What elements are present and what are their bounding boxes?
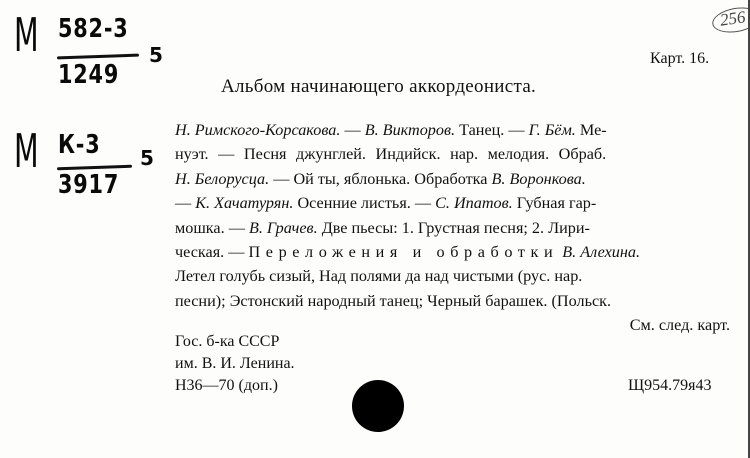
library-dedication: им. В. И. Ленина. xyxy=(175,355,295,372)
library-name: Гос. б-ка СССР xyxy=(175,333,280,350)
body-text: Ме- xyxy=(575,121,607,139)
composer-name: К. Хачатурян. xyxy=(195,194,294,213)
handwritten-underline-1 xyxy=(57,54,139,60)
body-text: Танец. — xyxy=(455,121,529,139)
card-number: Карт. 16. xyxy=(650,50,710,67)
stamp-number: 256 xyxy=(718,7,747,30)
body-line-2: нуэт. — Песня джунглей. Индийск. нар. мелодия. Обраб. xyxy=(175,145,607,164)
handwritten-number-2-bottom: 3917 xyxy=(58,170,120,200)
punch-hole xyxy=(352,380,404,432)
body-text: Осенние листья. — xyxy=(293,194,436,213)
handwritten-number-1-bottom: 1249 xyxy=(58,60,120,90)
card-body xyxy=(175,118,730,338)
library-code: Н36—70 (доп.) xyxy=(175,377,278,394)
body-text: Губная гар- xyxy=(512,194,597,213)
body-line-3 xyxy=(175,167,730,191)
body-line-1 xyxy=(175,118,730,142)
body-line-9: См. след. карт. xyxy=(629,316,730,335)
handwritten-letter-1: М xyxy=(14,8,39,62)
spaced-heading: Переложения и обработки xyxy=(248,242,559,261)
composer-name: В. Алехина. xyxy=(562,242,641,261)
body-text: — Ой ты, яблонька. Обработка xyxy=(269,169,492,188)
body-line-5 xyxy=(175,216,730,240)
body-text: Две пьесы: 1. Грустная песня; 2. Лири- xyxy=(317,218,590,237)
composer-name: Н. Римского-Корсакова. xyxy=(175,121,341,139)
card-title: Альбом начинающего аккордеониста. xyxy=(221,76,537,97)
body-text: — xyxy=(175,194,196,213)
handwritten-letter-2: М xyxy=(14,124,39,178)
body-line-6 xyxy=(175,240,730,264)
body-line-7: Летел голубь сизый, Над полями да над чистыми (рус. нар. xyxy=(175,267,583,286)
body-text: — xyxy=(340,121,365,139)
composer-name: Н. Белорусца. xyxy=(175,169,270,188)
composer-name: В. Воронкова. xyxy=(491,169,586,188)
composer-name: С. Ипатов. xyxy=(435,194,513,213)
body-line-8: песни); Эстонский народный танец; Черный барашек. (Польск. xyxy=(175,291,612,310)
composer-name: Г. Бём. xyxy=(528,121,576,139)
composer-name: В. Викторов. xyxy=(364,121,456,139)
handwritten-number-1-top: 582-3 xyxy=(58,14,129,44)
composer-name: В. Грачев. xyxy=(248,218,318,237)
body-text: ческая. — xyxy=(175,242,249,261)
handwritten-suffix-1: 5 xyxy=(149,43,163,67)
body-line-4 xyxy=(175,191,730,215)
classification-number: Щ954.79я43 xyxy=(628,377,712,394)
handwritten-suffix-2: 5 xyxy=(140,146,154,170)
body-text: мошка. — xyxy=(175,218,249,237)
handwritten-number-2-top: К-3 xyxy=(58,130,101,160)
